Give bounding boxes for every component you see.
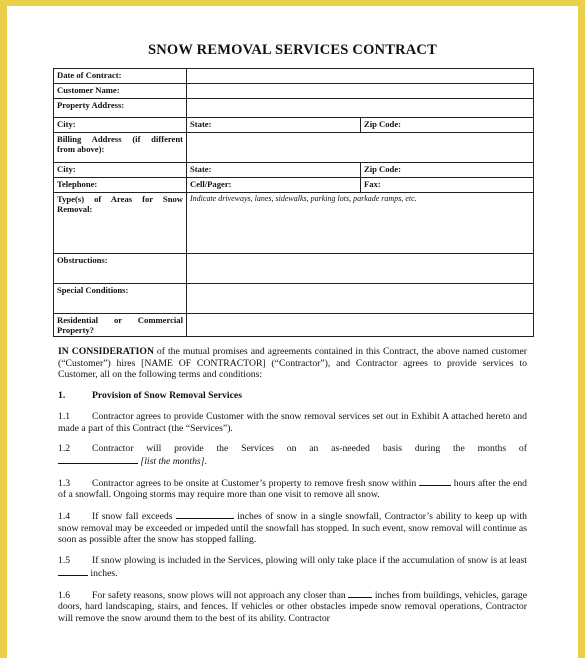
clause-1-2-text: Contractor will provide the Services on an as-needed basis during the months of <box>92 443 527 455</box>
special-conditions-label: Special Conditions: <box>54 284 187 314</box>
obstructions-field[interactable] <box>187 254 534 284</box>
date-of-contract-label: Date of Contract: <box>54 69 187 84</box>
section-1-heading <box>58 390 527 402</box>
clause-1-2-line2: [list the months]. <box>58 455 527 468</box>
billing-address-label <box>54 133 187 163</box>
clearance-inches-blank[interactable] <box>348 589 372 598</box>
clause-1-6-number: 1.6 <box>58 589 71 601</box>
property-address-field[interactable] <box>187 99 534 118</box>
clause-1-4-text-a: If snow fall exceeds <box>92 511 173 523</box>
customer-name-label: Customer Name: <box>54 84 187 99</box>
obstructions-label: Obstructions: <box>54 254 187 284</box>
clause-1-5-text-a: If snow plowing is included in the Services, plowing will only take place if the accumulation of snow is at least <box>92 555 527 567</box>
customer-name-field[interactable] <box>187 84 534 99</box>
consideration-bold: IN CONSIDERATION <box>58 346 154 357</box>
billing-address-label-line1: Billing Address (if different <box>57 134 183 144</box>
clause-1-4-text-b: inches of snow in a single snowfall, Contractor’s ability to keep up with snow removal may be exceeded or impeded until the snowfall has stopped. In such event, snow removal will continue as soon as possible after the snow has stopped falling. <box>58 511 528 546</box>
cell-pager-label[interactable]: Cell/Pager: <box>187 178 361 193</box>
document-page <box>7 6 578 658</box>
clause-1-5 <box>58 555 527 579</box>
clause-1-5-number: 1.5 <box>58 555 71 567</box>
clause-1-2-number: 1.2 <box>58 443 71 455</box>
residential-commercial-label-line2: Property? <box>57 325 95 335</box>
contract-body <box>58 346 527 625</box>
state-label[interactable]: State: <box>187 118 361 133</box>
clause-1-4 <box>58 510 527 546</box>
property-address-label: Property Address: <box>54 99 187 118</box>
plowing-inches-blank[interactable] <box>58 567 88 576</box>
clause-1-3-text-b: hours after the end of a snowfall. Ongoing storms may require more than one visit to remove all snow. <box>58 477 528 501</box>
fax-label[interactable]: Fax: <box>361 178 534 193</box>
areas-label <box>54 193 187 254</box>
billing-address-field[interactable] <box>187 133 534 163</box>
date-of-contract-field[interactable] <box>187 69 534 84</box>
clause-1-6-text-a: For safety reasons, snow plows will not approach any closer than <box>92 589 346 601</box>
clause-1-1-number: 1.1 <box>58 410 71 422</box>
clause-1-3 <box>58 477 527 501</box>
section-1-title: Provision of Snow Removal Services <box>92 390 242 402</box>
city-label: City: <box>54 118 187 133</box>
billing-address-label-line2: from above): <box>57 144 105 154</box>
clause-1-6 <box>58 589 527 625</box>
billing-city-label: City: <box>54 163 187 178</box>
clause-1-5-text-b: inches. <box>90 567 118 579</box>
clause-1-2-hint: [list the months] <box>140 455 205 467</box>
clause-1-1 <box>58 411 527 434</box>
snowfall-inches-blank[interactable] <box>176 510 234 519</box>
consideration-paragraph <box>58 346 527 381</box>
special-conditions-field[interactable] <box>187 284 534 314</box>
areas-label-line2: Removal: <box>57 204 93 214</box>
months-blank[interactable] <box>58 455 138 464</box>
residential-commercial-label <box>54 314 187 337</box>
clause-1-2 <box>58 443 527 455</box>
clause-1-3-number: 1.3 <box>58 477 71 489</box>
billing-state-label[interactable]: State: <box>187 163 361 178</box>
consideration-text: of the mutual promises and agreements contained in this Contract, the above named customer (“Customer”) hires [NAME OF CONTRACTOR] (“Contractor”), and Contractor agrees to provide services to Customer, all on the following terms and conditions: <box>58 346 527 381</box>
clause-1-1-text: Contractor agrees to provide Customer with the snow removal services set out in Exhibit A attached hereto and made a part of this Contract (the “Services”). <box>58 410 527 434</box>
areas-field[interactable]: Indicate driveways, lanes, sidewalks, parking lots, parkade ramps, etc. <box>187 193 534 254</box>
section-1-number: 1. <box>58 390 66 402</box>
telephone-label: Telephone: <box>54 178 187 193</box>
residential-commercial-label-line1: Residential or Commercial <box>57 315 183 325</box>
clause-1-4-number: 1.4 <box>58 511 71 523</box>
areas-label-line1: Type(s) of Areas for Snow <box>57 194 183 204</box>
clause-1-6-text-b: inches from buildings, vehicles, garage doors, hard landscaping, stairs, and fences. If vehicles or other obstacles impede snow removal operations, Contractor will remove the snow around them to the best of its ability. Contractor <box>58 589 528 624</box>
zip-code-label[interactable]: Zip Code: <box>361 118 534 133</box>
contract-form-table <box>53 68 534 337</box>
billing-zip-code-label[interactable]: Zip Code: <box>361 163 534 178</box>
residential-commercial-field[interactable] <box>187 314 534 337</box>
hours-blank[interactable] <box>419 477 451 486</box>
clause-1-3-text-a: Contractor agrees to be onsite at Customer’s property to remove fresh snow within <box>92 477 417 489</box>
document-title: SNOW REMOVAL SERVICES CONTRACT <box>148 42 437 58</box>
